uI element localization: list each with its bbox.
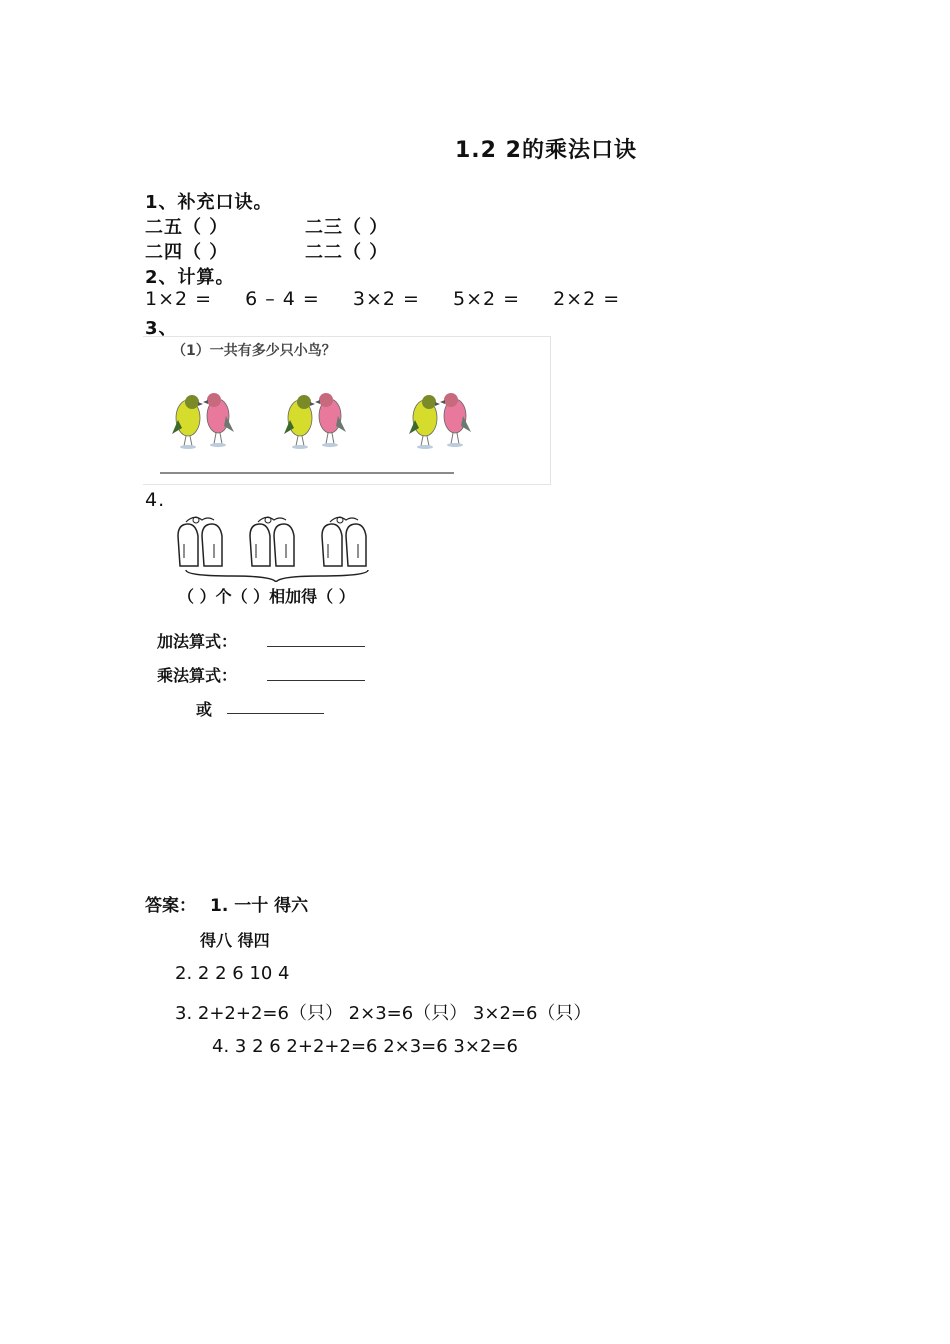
pink-bird: [315, 393, 346, 447]
page-title: 1.2 2的乘法口诀: [455, 138, 637, 163]
mitten-pair: [322, 517, 366, 566]
answer-3: 3. 2+2+2=6（只） 2×3=6（只） 3×2=6（只）: [175, 1003, 592, 1024]
answer-4: 4. 3 2 6 2+2+2=6 2×3=6 3×2=6: [212, 1036, 518, 1057]
brace: [186, 570, 368, 582]
q1-item: 二三（ ）: [305, 217, 389, 238]
q1-item: 二二（ ）: [305, 242, 389, 263]
q2-heading: 2、计算。: [145, 267, 235, 288]
q4-heading: 4.: [145, 489, 166, 511]
q4-fill-sentence: （ ）个（ ）相加得（ ）: [178, 587, 355, 606]
pink-bird: [203, 393, 234, 447]
q1-heading: 1、补充口诀。: [145, 192, 273, 213]
calc-expr: 6 – 4 =: [245, 288, 320, 310]
multiplication-answer-line: [267, 680, 365, 681]
q3-question: （1）一共有多少只小鸟？: [172, 343, 336, 359]
yellow-bird: [172, 395, 203, 449]
addition-answer-line: [267, 646, 365, 647]
addition-label: 加法算式：: [157, 632, 238, 651]
mittens-illustration: [172, 512, 387, 582]
or-label: 或: [196, 700, 213, 719]
yellow-bird: [409, 395, 440, 449]
answer-2: 2. 2 2 6 10 4: [175, 963, 290, 984]
calc-expr: 1×2 =: [145, 288, 213, 310]
pink-bird: [440, 393, 471, 447]
birds-illustration: [160, 385, 490, 480]
q1-item: 二四（ ）: [145, 242, 229, 263]
alt-answer-line: [227, 713, 324, 714]
calc-expr: 3×2 =: [352, 288, 420, 310]
multiplication-label: 乘法算式：: [157, 666, 238, 685]
mitten-pair: [178, 517, 222, 566]
yellow-bird: [284, 395, 315, 449]
q1-item: 二五（ ）: [145, 217, 229, 238]
answer-1-line1: 1. 一十 得六: [210, 896, 309, 916]
calc-expr: 5×2 =: [452, 288, 521, 310]
answers-label: 答案：: [145, 896, 196, 916]
calc-expr: 2×2 =: [553, 288, 621, 310]
q2-expressions: [145, 288, 646, 310]
mitten-pair: [250, 517, 294, 566]
q3-heading: 3、: [145, 318, 178, 339]
answer-1-line2: 得八 得四: [200, 931, 270, 950]
